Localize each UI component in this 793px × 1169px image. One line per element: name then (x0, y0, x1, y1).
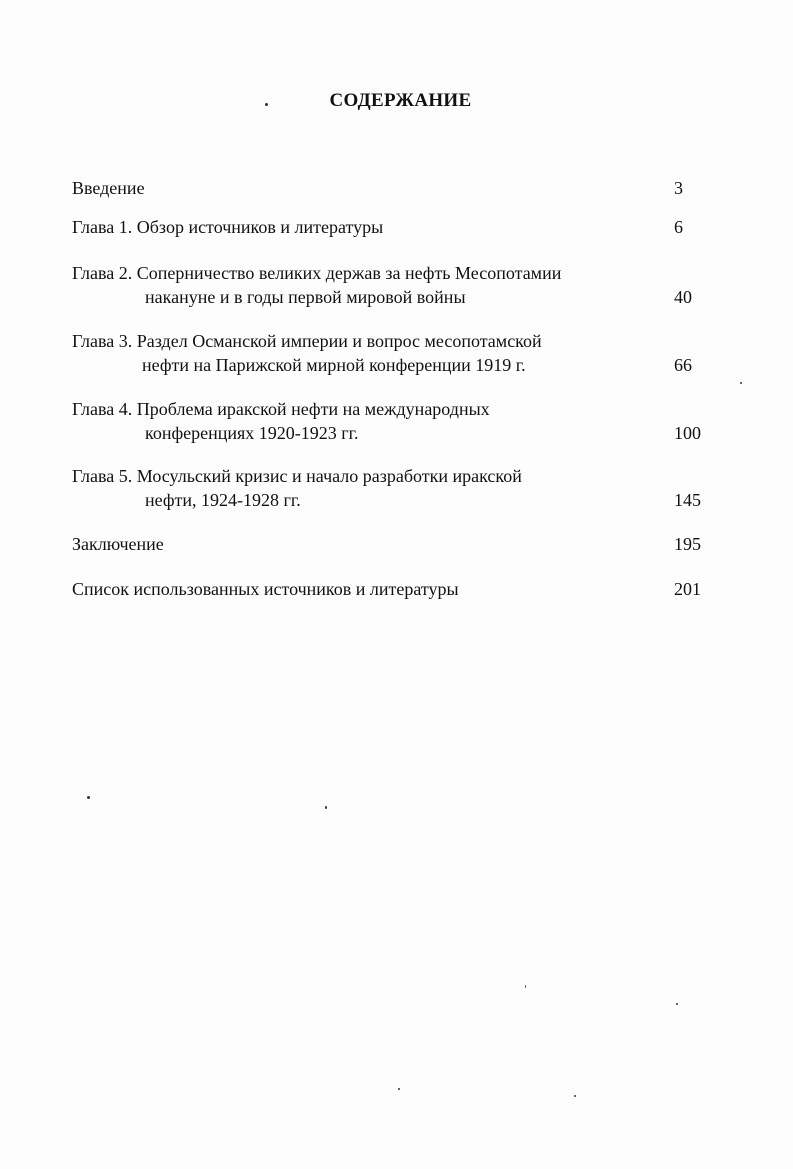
toc-entry-title: Глава 5. Мосульский кризис и начало разработки иракской (72, 466, 522, 486)
page-title: СОДЕРЖАНИЕ (329, 90, 472, 111)
toc-entry-title: Заключение (72, 534, 164, 554)
scan-speck (325, 806, 327, 809)
toc-entry[interactable] (72, 176, 712, 200)
toc-entry-title-continued: накануне и в годы первой мировой войны (145, 287, 466, 307)
scan-speck (525, 985, 526, 988)
toc-page-number: 66 (674, 355, 692, 375)
toc-entry[interactable] (72, 532, 712, 556)
toc-entry[interactable] (72, 397, 712, 445)
toc-entry[interactable] (72, 464, 712, 512)
toc-page-number: 40 (674, 287, 692, 307)
toc-entry-title: Введение (72, 178, 145, 198)
toc-page-number: 195 (674, 534, 701, 554)
toc-entry[interactable] (72, 215, 712, 239)
toc-entry-title: Глава 1. Обзор источников и литературы (72, 217, 384, 237)
toc-page-number: 100 (674, 423, 701, 443)
toc-page-number: 201 (674, 579, 701, 599)
toc-entry-title-continued: нефти, 1924-1928 гг. (145, 490, 301, 510)
toc-page-number: 145 (674, 490, 701, 510)
toc-page-number: 3 (674, 178, 683, 198)
toc-entry[interactable] (72, 577, 712, 601)
toc-entry-title: Глава 3. Раздел Османской империи и вопрос месопотамской (72, 331, 542, 351)
toc-entry[interactable] (72, 329, 712, 377)
scan-speck (574, 1095, 576, 1097)
scan-speck (398, 1088, 400, 1090)
toc-entry-title-continued: конференциях 1920-1923 гг. (145, 423, 359, 443)
toc-entry-title: Глава 4. Проблема иракской нефти на международных (72, 399, 490, 419)
toc-entry[interactable] (72, 261, 712, 309)
toc-entry-title-continued: нефти на Парижской мирной конференции 1919 г. (142, 355, 526, 375)
scan-speck (740, 382, 742, 384)
scan-speck (87, 796, 90, 799)
toc-page-number: 6 (674, 217, 683, 237)
toc-entry-title: Глава 2. Соперничество великих держав за нефть Месопотамии (72, 263, 562, 283)
scan-speck (676, 1003, 678, 1005)
toc-entry-title: Список использованных источников и литературы (72, 579, 459, 599)
